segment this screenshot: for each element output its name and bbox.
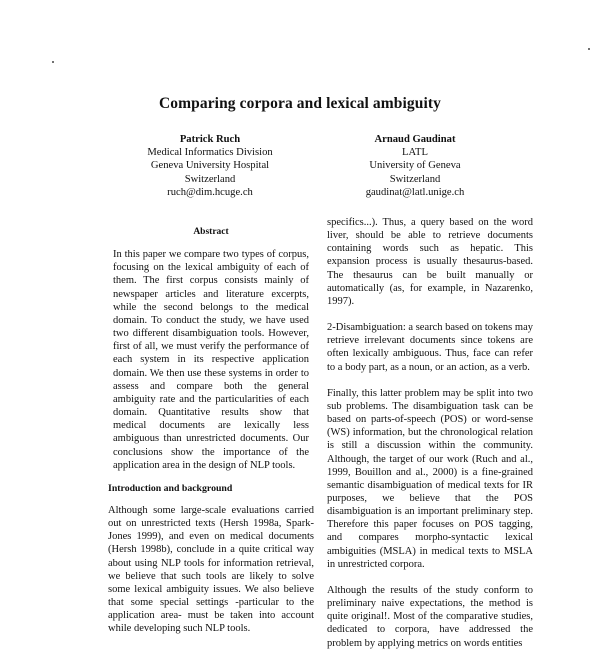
intro-paragraph: Although some large-scale evaluations carried out on unrestricted texts (Hersh 1998a, Spark-Jones 1999), and even on medical documents (Hersh 1998b), conclude in a quite critical way about using NLP tools for information retrieval, we believe that such tools are likely to solve some lexical ambiguity issues. We also believe that some special settings -particular to the application area- must be taken into account while developing such NLP tools.	[108, 504, 314, 635]
body-paragraph: Finally, this latter problem may be split into two sub problems. The disambiguation task can be based on parts-of-speech (POS) or word-sense (WS) information, but the chronological relation is still a discussion within the community. Although, the target of our work (Ruch and al., 1999, Bouillon and al., 2000) is a fine-grained semantic disambiguation of medical texts for IR purposes, we believe that the POS disambiguation is an important preliminary step. Therefore this paper focuses on POS tagging, and compares morpho-syntactic lexical ambiguities (MSLA) in medical texts to MSLA in unrestricted corpora.	[327, 387, 533, 570]
body-paragraph: Although the results of the study conform to preliminary naive expectations, the method is quite original!. Most of the comparative studies, dedicated to corpora, have addressed the problem by applying metrics on words entities	[327, 584, 533, 649]
author-email: gaudinat@latl.unige.ch	[365, 186, 465, 198]
body-paragraph: specifics...). Thus, a query based on the word liver, should be able to retrieve documents containing words such as hepatic. This expansion process is usually thesaurus-based. The thesaurus can be built manually or automatically (as, for example, in Nazarenko, 1997).	[327, 217, 533, 307]
body-paragraph: 2-Disambiguation: a search based on tokens may retrieve irrelevant documents since tokens are often lexically ambiguous. Thus, face can refer to a body part, as a noun, or an action, as a verb.	[327, 322, 533, 373]
scan-speck	[52, 61, 54, 63]
author-name: Arnaud Gaudinat	[374, 134, 456, 145]
author-block-1	[110, 133, 310, 199]
author-affiliation: LATL	[402, 147, 428, 159]
author-affiliation: Switzerland	[184, 173, 236, 185]
author-affiliation: Switzerland	[389, 173, 441, 185]
scan-speck	[588, 48, 590, 50]
author-affiliation: Geneva University Hospital	[150, 160, 270, 172]
author-block-2	[320, 133, 510, 199]
abstract-heading: Abstract	[193, 227, 229, 237]
author-affiliation: University of Geneva	[369, 160, 461, 172]
left-column	[108, 226, 314, 649]
author-email: ruch@dim.hcuge.ch	[167, 186, 253, 198]
section-heading: Introduction and background	[108, 482, 233, 494]
abstract-text: In this paper we compare two types of corpus, focusing on the lexical ambiguity of each of them. The first corpus consists mainly of newspaper articles and literature excerpts, while the second belongs to the medical domain. To conduct the study, we have used two different disambiguation tools. However, first of all, we must verify the performance of each system in its respective application domain. We then use these systems in order to assess and compare both the general ambiguity rate and the particularities of each domain. Quantitative results show that medical documents are lexically less ambiguous than unrestricted documents. Our conclusions show the importance of the application area in the design of NLP tools.	[113, 249, 309, 471]
right-column	[327, 216, 533, 663]
paper-title: Comparing corpora and lexical ambiguity	[158, 95, 442, 112]
author-name: Patrick Ruch	[179, 134, 241, 145]
author-affiliation: Medical Informatics Division	[147, 147, 273, 159]
